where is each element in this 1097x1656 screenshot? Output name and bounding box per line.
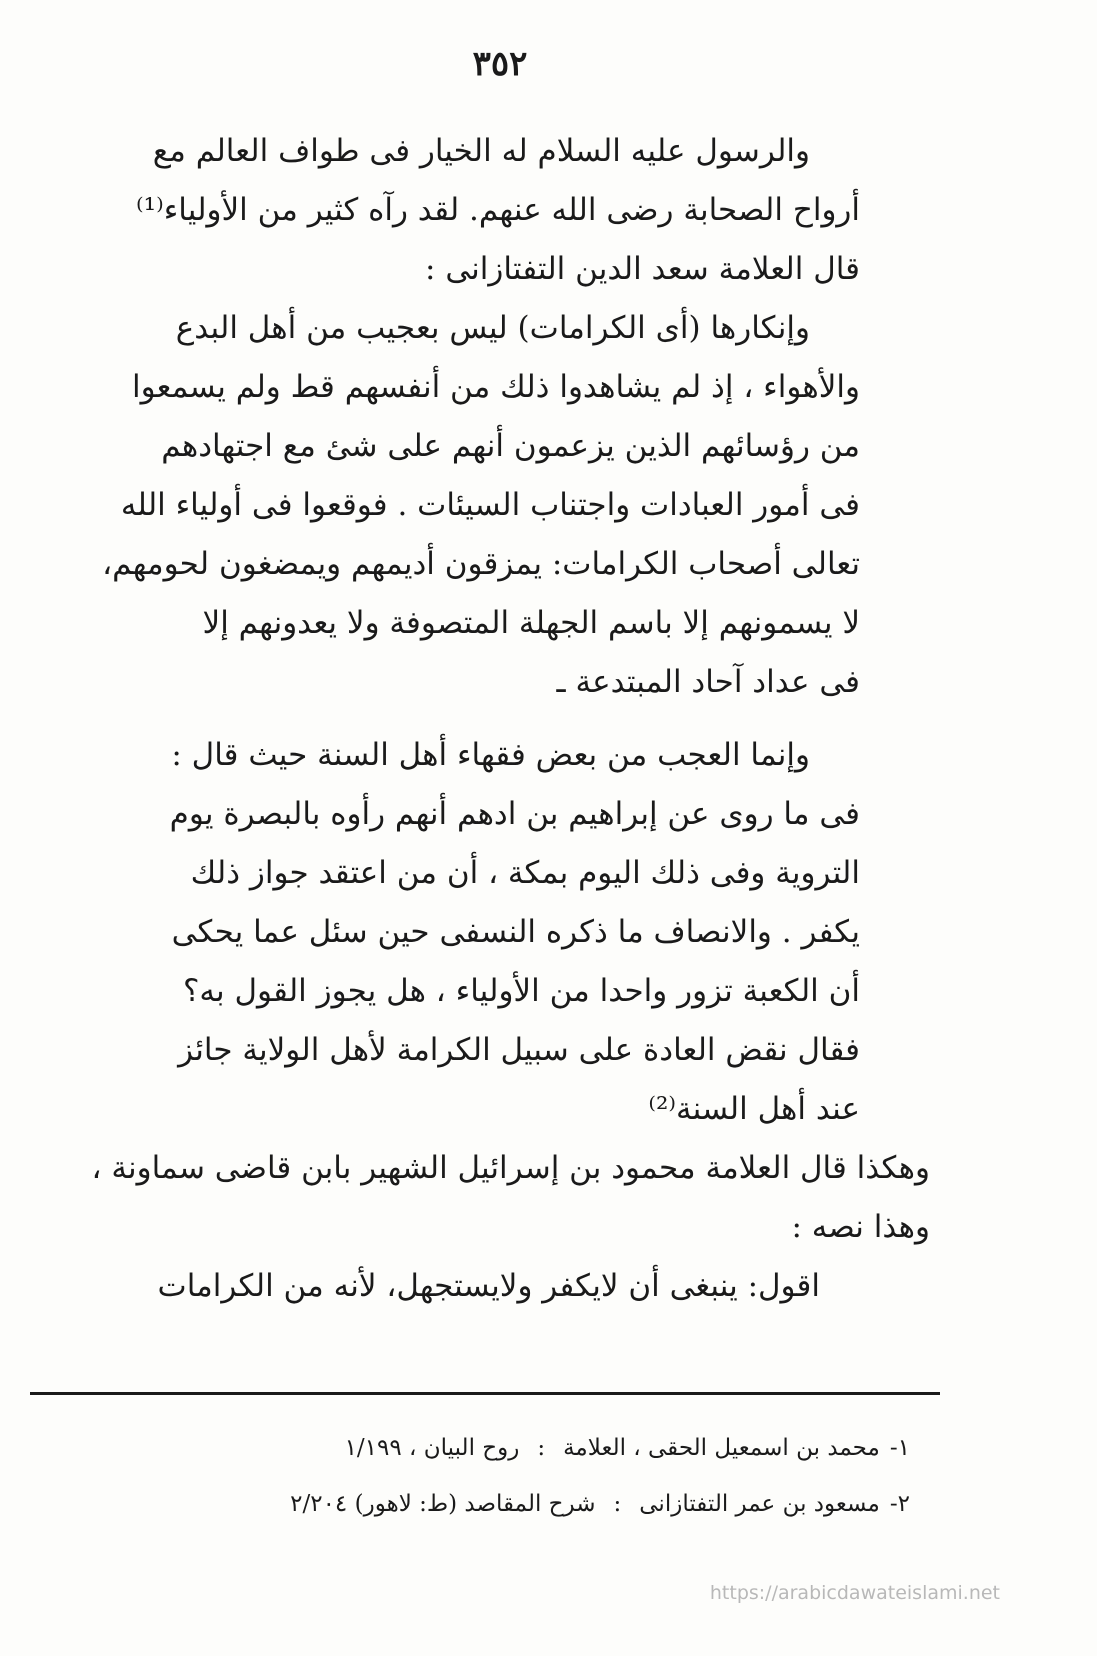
footnote-work: روح البيان ، ١/١٩٩ bbox=[344, 1435, 520, 1461]
footnote-divider bbox=[30, 1392, 940, 1395]
text-line: والأهواء ، إذ لم يشاهدوا ذلك من أنفسهم قط ولم يسمعوا bbox=[132, 369, 860, 405]
footnote-2 bbox=[100, 1476, 910, 1532]
text-line: التروية وفى ذلك اليوم بمكة ، أن من اعتقد جواز ذلك bbox=[190, 855, 860, 891]
footnote-number: ١- bbox=[889, 1435, 910, 1461]
footnote-1 bbox=[100, 1420, 910, 1476]
text-line: اقول: ينبغى أن لايكفر ولايستجهل، لأنه من الكرامات bbox=[157, 1268, 820, 1304]
text-line: فقال نقض العادة على سبيل الكرامة لأهل الولاية جائز bbox=[178, 1032, 860, 1068]
page-number: ٣٥٢ bbox=[472, 44, 528, 84]
text-line: فى ما روى عن إبراهيم بن ادهم أنهم رأوه بالبصرة يوم bbox=[169, 796, 860, 832]
text-line: من رؤسائهم الذين يزعمون أنهم على شئ مع اجتهادهم bbox=[161, 428, 860, 464]
footnote-author: محمد بن اسمعيل الحقى ، العلامة bbox=[563, 1435, 880, 1461]
text-line: وإنكارها (أى الكرامات) ليس بعجيب من أهل البدع bbox=[175, 310, 810, 346]
text-line: والرسول عليه السلام له الخيار فى طواف العالم مع bbox=[152, 133, 810, 169]
body-text bbox=[91, 122, 930, 1316]
text-line: لا يسمونهم إلا باسم الجهلة المتصوفة ولا يعدونهم إلا bbox=[202, 605, 860, 641]
footnote-number: ٢- bbox=[889, 1491, 910, 1517]
footnote-separator: : bbox=[613, 1491, 622, 1517]
footnote-work: شرح المقاصد (ط: لاهور) ٢/٢٠٤ bbox=[290, 1491, 596, 1517]
footnote-separator: : bbox=[537, 1435, 546, 1461]
text-line: قال العلامة سعد الدين التفتازانى : bbox=[425, 251, 860, 287]
text-line: وإنما العجب من بعض فقهاء أهل السنة حيث قال : bbox=[171, 737, 810, 773]
text-line: فى أمور العبادات واجتناب السيئات . فوقعوا فى أولياء الله bbox=[120, 487, 860, 523]
watermark-url: https://arabicdawateislami.net bbox=[709, 1582, 1000, 1604]
text-line: فى عداد آحاد المبتدعة ـ bbox=[556, 664, 860, 700]
text-line: تعالى أصحاب الكرامات: يمزقون أديمهم ويمضغون لحومهم، bbox=[102, 546, 860, 582]
footnote-author: مسعود بن عمر التفتازانى bbox=[639, 1491, 880, 1517]
text-line: يكفر . والانصاف ما ذكره النسفى حين سئل عما يحكى bbox=[171, 914, 860, 950]
text-line: عند أهل السنة⁽²⁾ bbox=[648, 1091, 860, 1127]
text-line: أرواح الصحابة رضى الله عنهم. لقد رآه كثير من الأولياء⁽¹⁾ bbox=[136, 192, 860, 228]
text-line: أن الكعبة تزور واحدا من الأولياء ، هل يجوز القول به؟ bbox=[182, 973, 860, 1009]
footnotes bbox=[100, 1420, 910, 1532]
text-line: وهذا نصه : bbox=[791, 1209, 930, 1245]
text-line: وهكذا قال العلامة محمود بن إسرائيل الشهير بابن قاضى سماونة ، bbox=[91, 1150, 930, 1186]
